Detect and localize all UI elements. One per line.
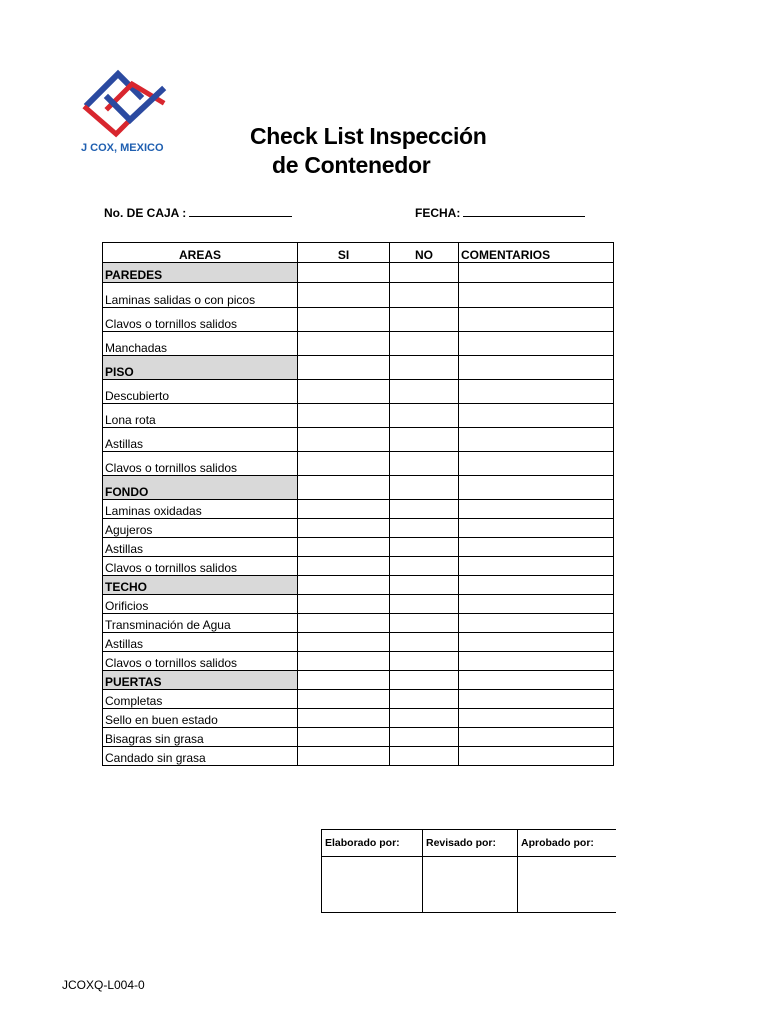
comentarios-cell[interactable] bbox=[459, 728, 614, 747]
si-cell[interactable] bbox=[298, 500, 390, 519]
comentarios-cell[interactable] bbox=[459, 519, 614, 538]
table-header-row bbox=[103, 243, 614, 263]
section-row bbox=[103, 576, 614, 595]
table-row bbox=[103, 652, 614, 671]
comentarios-cell[interactable] bbox=[459, 690, 614, 709]
comentarios-cell[interactable] bbox=[459, 747, 614, 766]
si-cell[interactable] bbox=[298, 476, 390, 500]
item-label: Manchadas bbox=[103, 332, 298, 356]
comentarios-cell[interactable] bbox=[459, 500, 614, 519]
no-cell[interactable] bbox=[390, 747, 459, 766]
no-cell[interactable] bbox=[390, 404, 459, 428]
si-cell[interactable] bbox=[298, 728, 390, 747]
comentarios-cell[interactable] bbox=[459, 614, 614, 633]
comentarios-cell[interactable] bbox=[459, 332, 614, 356]
si-cell[interactable] bbox=[298, 557, 390, 576]
no-cell[interactable] bbox=[390, 690, 459, 709]
section-row bbox=[103, 671, 614, 690]
comentarios-cell[interactable] bbox=[459, 308, 614, 332]
comentarios-cell[interactable] bbox=[459, 595, 614, 614]
comentarios-cell[interactable] bbox=[459, 356, 614, 380]
no-cell[interactable] bbox=[390, 263, 459, 283]
item-label: Clavos o tornillos salidos bbox=[103, 452, 298, 476]
comentarios-cell[interactable] bbox=[459, 576, 614, 595]
section-label: PISO bbox=[103, 356, 298, 380]
no-cell[interactable] bbox=[390, 652, 459, 671]
no-cell[interactable] bbox=[390, 614, 459, 633]
comentarios-cell[interactable] bbox=[459, 709, 614, 728]
table-row bbox=[103, 747, 614, 766]
aprobado-signature-box[interactable] bbox=[518, 857, 616, 913]
table-row bbox=[103, 452, 614, 476]
elaborado-signature-box[interactable] bbox=[322, 857, 423, 913]
caja-input-line[interactable] bbox=[189, 205, 292, 217]
item-label: Astillas bbox=[103, 633, 298, 652]
item-label: Astillas bbox=[103, 538, 298, 557]
si-cell[interactable] bbox=[298, 380, 390, 404]
table-row bbox=[103, 690, 614, 709]
aprobado-label: Aprobado por: bbox=[518, 830, 616, 857]
si-cell[interactable] bbox=[298, 263, 390, 283]
item-label: Clavos o tornillos salidos bbox=[103, 652, 298, 671]
item-label: Bisagras sin grasa bbox=[103, 728, 298, 747]
caja-field bbox=[104, 205, 292, 220]
section-label: PUERTAS bbox=[103, 671, 298, 690]
si-cell[interactable] bbox=[298, 332, 390, 356]
si-cell[interactable] bbox=[298, 747, 390, 766]
no-cell[interactable] bbox=[390, 576, 459, 595]
section-row bbox=[103, 356, 614, 380]
item-label: Clavos o tornillos salidos bbox=[103, 308, 298, 332]
no-cell[interactable] bbox=[390, 595, 459, 614]
comentarios-cell[interactable] bbox=[459, 380, 614, 404]
comentarios-cell[interactable] bbox=[459, 652, 614, 671]
fecha-label: FECHA: bbox=[415, 206, 461, 220]
title-line-1: Check List Inspección bbox=[250, 123, 487, 149]
table-row bbox=[103, 332, 614, 356]
comentarios-cell[interactable] bbox=[459, 404, 614, 428]
section-row bbox=[103, 263, 614, 283]
si-cell[interactable] bbox=[298, 633, 390, 652]
signature-table bbox=[321, 829, 616, 913]
si-cell[interactable] bbox=[298, 356, 390, 380]
si-cell[interactable] bbox=[298, 709, 390, 728]
signature-header-row bbox=[322, 830, 616, 857]
document-code: JCOXQ-L004-0 bbox=[62, 978, 145, 992]
no-cell[interactable] bbox=[390, 476, 459, 500]
item-label: Completas bbox=[103, 690, 298, 709]
inspection-table bbox=[102, 242, 614, 766]
item-label: Sello en buen estado bbox=[103, 709, 298, 728]
fecha-field bbox=[415, 205, 585, 220]
no-cell[interactable] bbox=[390, 308, 459, 332]
comentarios-cell[interactable] bbox=[459, 671, 614, 690]
no-cell[interactable] bbox=[390, 332, 459, 356]
section-label: PAREDES bbox=[103, 263, 298, 283]
no-cell[interactable] bbox=[390, 728, 459, 747]
no-cell[interactable] bbox=[390, 671, 459, 690]
table-row bbox=[103, 380, 614, 404]
table-row bbox=[103, 538, 614, 557]
table-row bbox=[103, 557, 614, 576]
si-cell[interactable] bbox=[298, 519, 390, 538]
comentarios-cell[interactable] bbox=[459, 428, 614, 452]
section-label: TECHO bbox=[103, 576, 298, 595]
header-areas: AREAS bbox=[103, 243, 298, 263]
comentarios-cell[interactable] bbox=[459, 476, 614, 500]
no-cell[interactable] bbox=[390, 380, 459, 404]
item-label: Lona rota bbox=[103, 404, 298, 428]
table-row bbox=[103, 500, 614, 519]
item-label: Orificios bbox=[103, 595, 298, 614]
comentarios-cell[interactable] bbox=[459, 557, 614, 576]
caja-label: No. DE CAJA : bbox=[104, 206, 187, 220]
table-row bbox=[103, 308, 614, 332]
comentarios-cell[interactable] bbox=[459, 263, 614, 283]
table-row bbox=[103, 519, 614, 538]
section-row bbox=[103, 476, 614, 500]
comentarios-cell[interactable] bbox=[459, 633, 614, 652]
table-row bbox=[103, 283, 614, 308]
item-label: Descubierto bbox=[103, 380, 298, 404]
table-row bbox=[103, 728, 614, 747]
no-cell[interactable] bbox=[390, 283, 459, 308]
table-row bbox=[103, 633, 614, 652]
si-cell[interactable] bbox=[298, 671, 390, 690]
si-cell[interactable] bbox=[298, 576, 390, 595]
header-si: SI bbox=[298, 243, 390, 263]
elaborado-label: Elaborado por: bbox=[322, 830, 423, 857]
comentarios-cell[interactable] bbox=[459, 283, 614, 308]
no-cell[interactable] bbox=[390, 538, 459, 557]
table-row bbox=[103, 428, 614, 452]
si-cell[interactable] bbox=[298, 308, 390, 332]
si-cell[interactable] bbox=[298, 652, 390, 671]
fecha-input-line[interactable] bbox=[463, 205, 585, 217]
si-cell[interactable] bbox=[298, 690, 390, 709]
no-cell[interactable] bbox=[390, 519, 459, 538]
company-name: J COX, MEXICO bbox=[81, 142, 164, 154]
document-title bbox=[250, 122, 487, 180]
header-comentarios: COMENTARIOS bbox=[459, 243, 614, 263]
si-cell[interactable] bbox=[298, 595, 390, 614]
no-cell[interactable] bbox=[390, 557, 459, 576]
no-cell[interactable] bbox=[390, 709, 459, 728]
no-cell[interactable] bbox=[390, 428, 459, 452]
si-cell[interactable] bbox=[298, 428, 390, 452]
item-label: Laminas salidas o con picos bbox=[103, 283, 298, 308]
comentarios-cell[interactable] bbox=[459, 538, 614, 557]
header-no: NO bbox=[390, 243, 459, 263]
si-cell[interactable] bbox=[298, 452, 390, 476]
table-row bbox=[103, 614, 614, 633]
no-cell[interactable] bbox=[390, 452, 459, 476]
no-cell[interactable] bbox=[390, 633, 459, 652]
table-row bbox=[103, 709, 614, 728]
section-label: FONDO bbox=[103, 476, 298, 500]
item-label: Candado sin grasa bbox=[103, 747, 298, 766]
item-label: Agujeros bbox=[103, 519, 298, 538]
si-cell[interactable] bbox=[298, 404, 390, 428]
company-logo-icon bbox=[78, 68, 170, 138]
revisado-signature-box[interactable] bbox=[423, 857, 518, 913]
item-label: Clavos o tornillos salidos bbox=[103, 557, 298, 576]
si-cell[interactable] bbox=[298, 614, 390, 633]
no-cell[interactable] bbox=[390, 500, 459, 519]
no-cell[interactable] bbox=[390, 356, 459, 380]
title-line-2: de Contenedor bbox=[272, 152, 431, 178]
si-cell[interactable] bbox=[298, 283, 390, 308]
item-label: Astillas bbox=[103, 428, 298, 452]
item-label: Transminación de Agua bbox=[103, 614, 298, 633]
signature-box-row bbox=[322, 857, 616, 913]
revisado-label: Revisado por: bbox=[423, 830, 518, 857]
item-label: Laminas oxidadas bbox=[103, 500, 298, 519]
table-row bbox=[103, 404, 614, 428]
comentarios-cell[interactable] bbox=[459, 452, 614, 476]
table-row bbox=[103, 595, 614, 614]
si-cell[interactable] bbox=[298, 538, 390, 557]
